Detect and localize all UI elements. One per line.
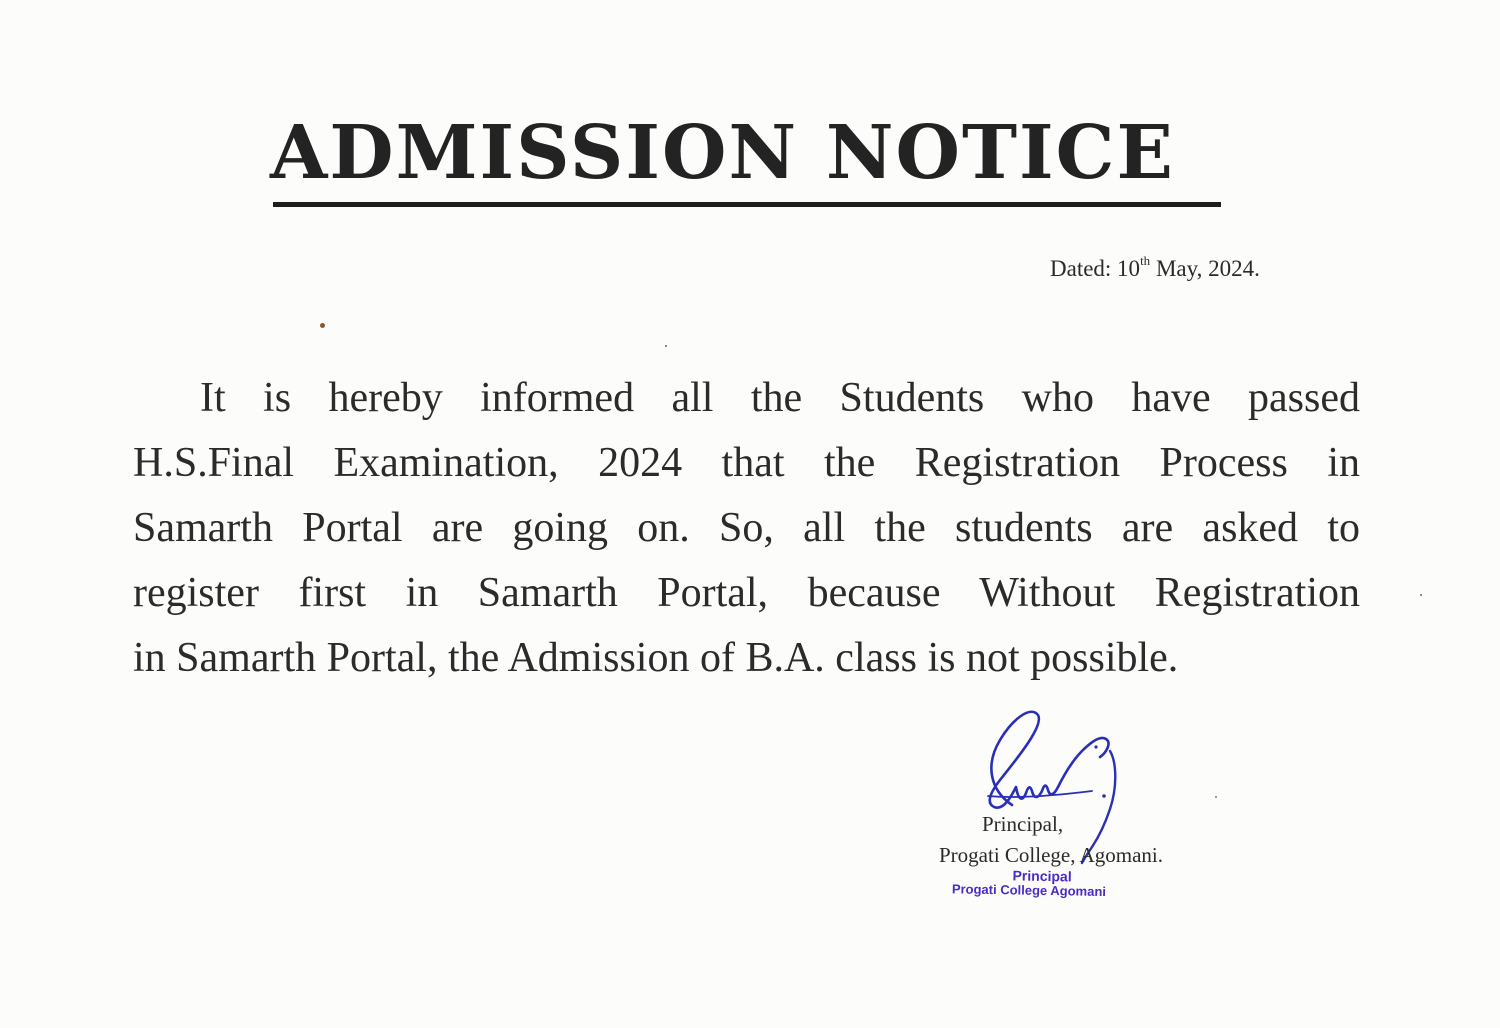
notice-body [133, 366, 1360, 691]
paper-speck [1215, 796, 1217, 798]
signatory-designation: Principal, [982, 812, 1064, 836]
paper-speck [320, 323, 325, 328]
body-line: register first in Samarth Portal, because Without Registration [133, 570, 1360, 616]
stamp-line-2: Progati College Agomani [951, 881, 1107, 900]
date-suffix: May, 2024. [1150, 256, 1260, 281]
date-superscript: th [1140, 253, 1151, 268]
date-prefix: Dated: 10 [1050, 256, 1141, 281]
official-stamp [952, 866, 1143, 900]
notice-date [1050, 253, 1260, 282]
principal-signature [960, 695, 1160, 865]
signatory-institution: Progati College, Agomani. [939, 843, 1163, 867]
body-line: Samarth Portal are going on. So, all the students are asked to [133, 505, 1360, 551]
paper-speck [1420, 594, 1422, 596]
title-underline [273, 202, 1221, 207]
stamp-line-1: Principal [1012, 867, 1072, 885]
body-line: H.S.Final Examination, 2024 that the Registration Process in [133, 440, 1360, 486]
body-line: It is hereby informed all the Students who have passed [200, 375, 1360, 421]
notice-title: ADMISSION NOTICE [270, 110, 1175, 196]
paper-speck [665, 345, 667, 347]
body-line: in Samarth Portal, the Admission of B.A. class is not possible. [133, 635, 1179, 681]
